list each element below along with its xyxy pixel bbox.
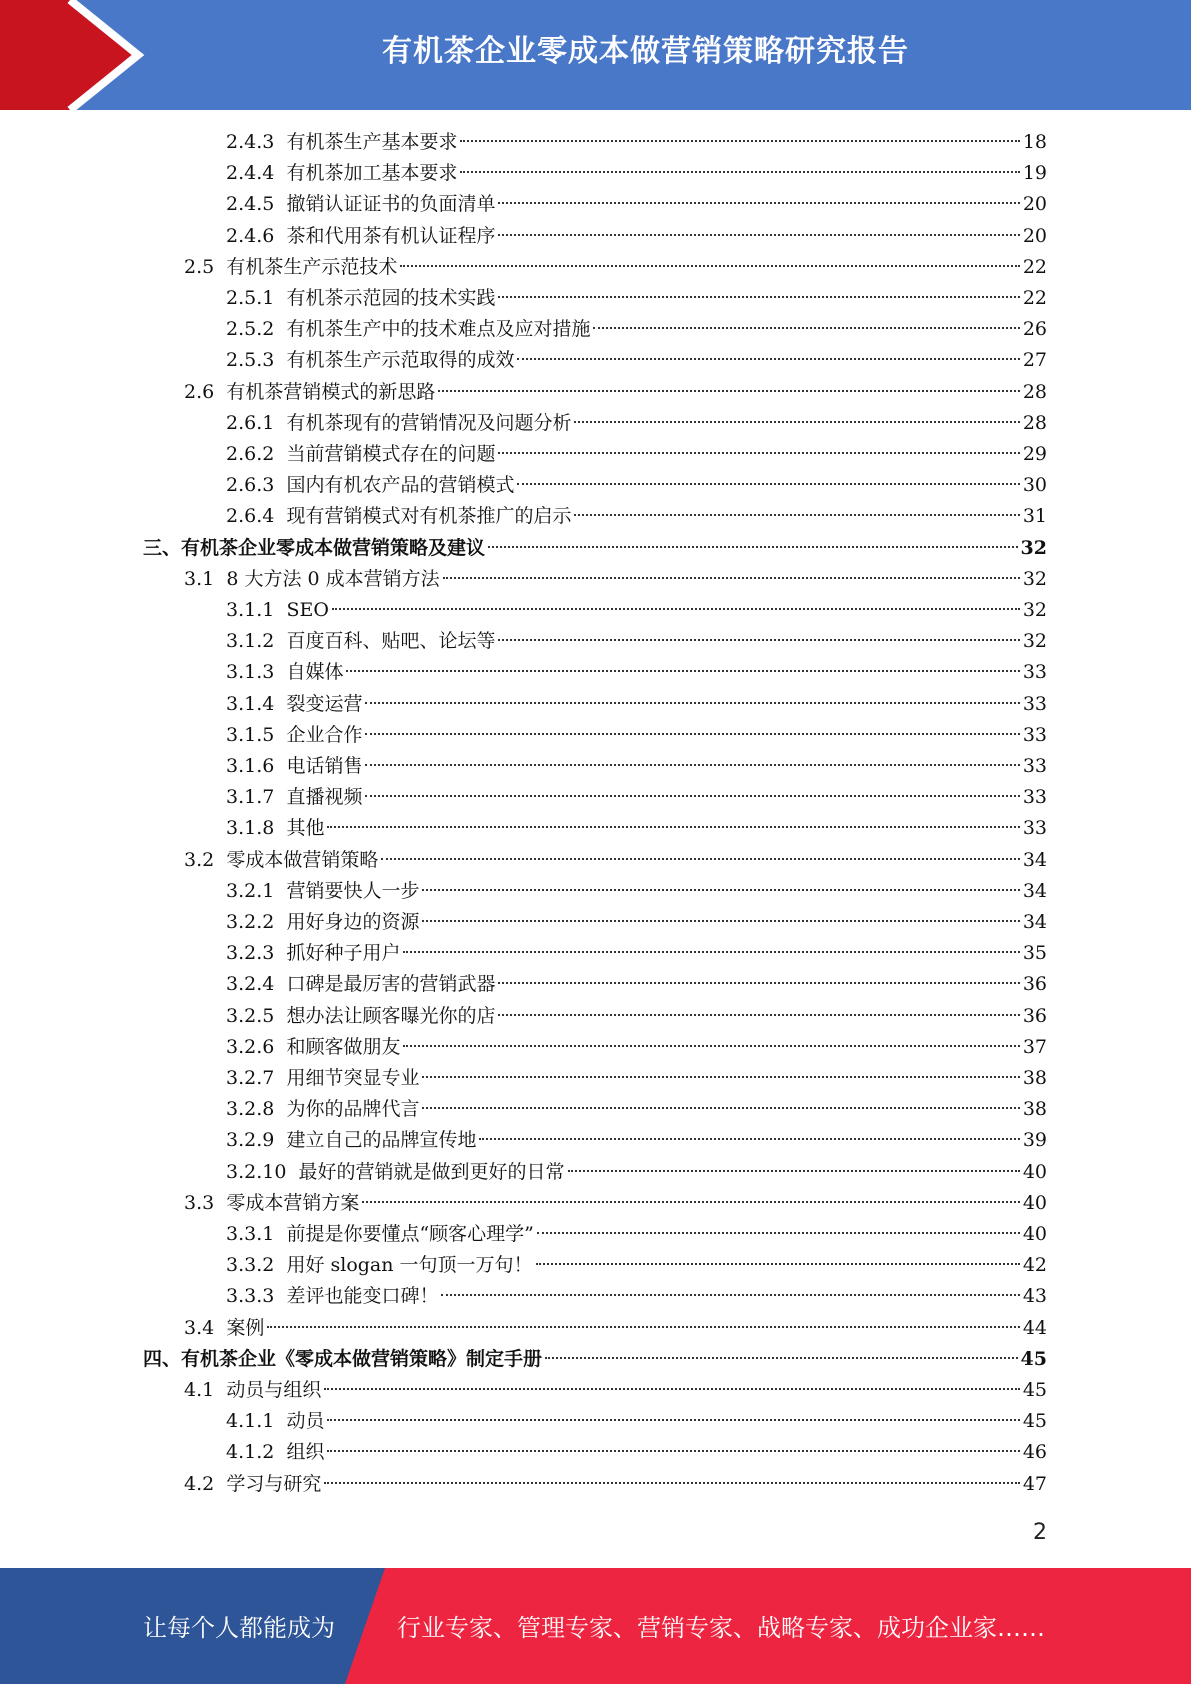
toc-entry-label: 其他 [286,817,325,840]
toc-entry-label: 差评也能变口碑！ [286,1285,439,1308]
toc-entry-page: 45 [1022,1379,1047,1401]
toc-entry-label: 口碑是最厉害的营销武器 [286,973,496,996]
toc-entry-label: 组织 [286,1441,325,1464]
toc-entry-page: 36 [1022,973,1047,996]
toc-entry-page: 22 [1022,287,1047,309]
header-arrow-icon [0,0,200,110]
toc-entry[interactable] [226,689,1047,720]
toc-entry-label: 百度百科、贴吧、论坛等 [286,630,496,653]
toc-entry[interactable] [226,439,1047,470]
toc-leader-dots [498,982,1019,984]
toc-entry[interactable] [226,1219,1047,1250]
toc-leader-dots [400,265,1019,267]
toc-leader-dots [346,670,1019,672]
toc-entry[interactable] [226,1281,1047,1312]
toc-entry-number: 3.2 [184,848,215,871]
toc-leader-dots [422,920,1019,922]
toc-entry-number: 3.4 [184,1316,215,1339]
toc-entry-page: 31 [1022,505,1047,528]
toc-entry-label: 企业合作 [286,723,363,746]
toc-entry-number: 2.4.3 [226,131,275,153]
toc-leader-dots [498,202,1019,204]
toc-entry-page: 19 [1022,162,1047,185]
toc-entry-page: 37 [1022,1035,1047,1058]
toc-leader-dots [545,1357,1018,1359]
toc-entry-label: 建立自己的品牌宣传地 [286,1129,477,1152]
toc-entry[interactable] [226,626,1047,657]
toc-entry-label: 有机茶生产示范技术 [226,255,398,278]
toc-entry-label: 最好的营销就是做到更好的日常 [298,1160,565,1183]
toc-entry[interactable] [226,1001,1047,1032]
toc-entry-label: 撤销认证证书的负面清单 [286,193,496,216]
toc-entry-number: 3.2.6 [226,1035,275,1058]
toc-entry-label: 和顾客做朋友 [286,1035,401,1058]
toc-entry-page: 18 [1022,131,1047,153]
toc-entry[interactable] [184,1313,1047,1344]
toc-entry-number: 3.3.3 [226,1285,275,1308]
toc-leader-dots [365,795,1019,797]
toc-entry-page: 27 [1022,349,1047,372]
toc-entry[interactable] [143,1344,1047,1375]
toc-entry[interactable] [184,1469,1047,1500]
toc-entry[interactable] [226,158,1047,189]
toc-entry-number: 3.2.10 [226,1160,287,1183]
toc-entry[interactable] [226,782,1047,813]
toc-leader-dots [517,483,1019,485]
toc-entry[interactable] [226,1250,1047,1281]
toc-entry-page: 44 [1022,1316,1047,1339]
toc-entry[interactable] [226,751,1047,782]
toc-entry[interactable] [184,1375,1047,1406]
toc-leader-dots [441,1294,1019,1296]
toc-leader-dots [460,171,1019,173]
toc-entry-label: 有机茶生产基本要求 [286,131,458,153]
toc-entry-label: 有机茶加工基本要求 [286,162,458,185]
toc-entry[interactable] [226,189,1047,220]
toc-leader-dots [488,546,1018,548]
toc-entry-number: 2.6.1 [226,411,275,434]
toc-entry[interactable] [226,595,1047,626]
toc-leader-dots [267,1326,1019,1328]
toc-entry-page: 26 [1022,318,1047,341]
toc-entry-number: 2.4.4 [226,162,275,185]
toc-entry[interactable] [184,1188,1047,1219]
toc-entry-label: 三、有机茶企业零成本做营销策略及建议 [143,536,486,559]
toc-entry[interactable] [226,1125,1047,1156]
toc-entry-number: 4.2 [184,1472,215,1495]
toc-entry-label: 用好身边的资源 [286,911,420,933]
toc-entry-page: 33 [1022,723,1047,746]
toc-entry-page: 34 [1022,848,1047,871]
toc-entry-number: 3.1.5 [226,723,275,746]
toc-entry-page: 45 [1020,1347,1047,1370]
toc-entry-page: 36 [1022,1004,1047,1027]
toc-entry[interactable] [226,221,1047,252]
toc-entry-page: 40 [1022,1223,1047,1245]
toc-leader-dots [324,1388,1019,1390]
toc-entry-page: 42 [1022,1254,1047,1277]
toc-leader-dots [574,514,1019,516]
toc-entry-page: 20 [1022,224,1047,247]
toc-leader-dots [381,858,1019,860]
toc-leader-dots [422,1076,1019,1078]
toc-entry[interactable] [184,252,1047,283]
toc-entry-label: 有机茶示范园的技术实践 [286,287,496,309]
toc-entry-label: 抓好种子用户 [286,942,401,965]
toc-entry-number: 3.3.1 [226,1223,275,1245]
toc-entry-number: 3.1.1 [226,599,275,621]
toc-entry-page: 38 [1022,1098,1047,1121]
page-footer [0,1568,1191,1684]
toc-entry-number: 2.5.3 [226,349,275,372]
toc-entry[interactable] [226,408,1047,439]
toc-entry-number: 4.1 [184,1379,215,1401]
toc-entry-number: 3.1.8 [226,817,275,840]
toc-leader-dots [460,140,1019,142]
toc-entry[interactable] [226,283,1047,314]
toc-entry-label: 动员 [286,1410,325,1433]
toc-leader-dots [517,358,1019,360]
toc-leader-dots [537,1232,1020,1234]
toc-entry-number: 3.3.2 [226,1254,275,1277]
toc-entry-label: 有机茶现有的营销情况及问题分析 [286,411,572,434]
toc-entry-page: 33 [1022,692,1047,715]
toc-entry[interactable] [226,907,1047,938]
toc-leader-dots [403,1045,1019,1047]
toc-leader-dots [365,764,1019,766]
toc-entry-number: 2.6.2 [226,443,275,465]
toc-entry-label: 营销要快人一步 [286,879,420,902]
toc-entry[interactable] [226,876,1047,907]
toc-entry-page: 34 [1022,879,1047,902]
toc-leader-dots [327,1419,1019,1421]
toc-entry[interactable] [226,813,1047,844]
toc-leader-dots [498,452,1019,454]
toc-entry-number: 3.1.2 [226,630,275,653]
toc-entry-label: 自媒体 [286,661,344,684]
toc-entry-label: 用细节突显专业 [286,1067,420,1089]
toc-entry-label: 直播视频 [286,786,363,809]
toc-entry[interactable] [226,938,1047,969]
toc-leader-dots [327,826,1019,828]
toc-entry-number: 3.2.8 [226,1098,275,1121]
toc-entry-number: 3.2.5 [226,1004,275,1027]
toc-entry-page: 20 [1022,193,1047,216]
toc-entry-page: 34 [1022,911,1047,933]
toc-entry[interactable] [226,470,1047,501]
toc-entry-label: 当前营销模式存在的问题 [286,443,496,465]
toc-entry-page: 46 [1022,1441,1047,1464]
toc-entry-page: 32 [1020,536,1047,559]
toc-leader-dots [327,1450,1019,1452]
toc-leader-dots [498,639,1019,641]
toc-entry-label: 用好 slogan 一句顶一万句！ [286,1254,533,1277]
toc-entry-label: 学习与研究 [226,1472,322,1495]
toc-leader-dots [438,390,1019,392]
toc-entry-page: 33 [1022,661,1047,684]
toc-entry-label: 想办法让顾客曝光你的店 [286,1004,496,1027]
toc-entry-number: 3.1.3 [226,661,275,684]
toc-entry[interactable] [226,1063,1047,1094]
toc-entry[interactable] [226,127,1047,158]
toc-entry-number: 3.1 [184,567,215,590]
toc-leader-dots [422,1107,1019,1109]
toc-entry-page: 28 [1022,380,1047,403]
toc-leader-dots [443,577,1020,579]
toc-entry-page: 39 [1022,1129,1047,1152]
toc-entry-page: 29 [1022,443,1047,465]
toc-entry-number: 2.5 [184,255,215,278]
toc-leader-dots [422,889,1019,891]
toc-entry-number: 2.5.1 [226,287,275,309]
toc-leader-dots [362,1201,1019,1203]
toc-entry[interactable] [226,720,1047,751]
toc-leader-dots [479,1138,1019,1140]
toc-entry-page: 28 [1022,411,1047,434]
toc-entry-page: 33 [1022,786,1047,809]
toc-entry-label: 8 大方法 0 成本营销方法 [226,567,440,590]
toc-leader-dots [498,296,1019,298]
toc-entry-label: SEO [286,599,329,621]
toc-entry-page: 45 [1022,1410,1047,1433]
toc-leader-dots [324,1482,1019,1484]
toc-entry[interactable] [143,533,1047,564]
toc-entry-number: 3.1.4 [226,692,275,715]
toc-leader-dots [498,1014,1019,1016]
toc-entry-number: 3.2.2 [226,911,275,933]
toc-entry[interactable] [226,657,1047,688]
toc-entry-label: 有机茶生产示范取得的成效 [286,349,515,372]
toc-entry-number: 3.2.4 [226,973,275,996]
toc-entry-label: 电话销售 [286,755,363,777]
page-number: 2 [1033,1520,1047,1545]
toc-entry-number: 2.5.2 [226,318,275,341]
toc-leader-dots [365,733,1019,735]
toc-leader-dots [498,234,1019,236]
toc-entry[interactable] [184,377,1047,408]
toc-entry-page: 32 [1022,630,1047,653]
toc-leader-dots [536,1263,1020,1265]
toc-entry[interactable] [226,1032,1047,1063]
toc-entry-label: 前提是你要懂点“顾客心理学” [286,1223,534,1245]
toc-entry-number: 2.6.3 [226,474,275,497]
toc-entry[interactable] [226,501,1047,532]
toc-entry-page: 22 [1022,255,1047,278]
footer-slogan-left: 让每个人都能成为 [143,1614,335,1642]
toc-entry-page: 35 [1022,942,1047,965]
toc-entry-number: 3.2.9 [226,1129,275,1152]
toc-entry[interactable] [184,564,1047,595]
footer-slogan-right: 行业专家、管理专家、营销专家、战略专家、成功企业家…… [397,1614,1045,1642]
toc-entry-label: 国内有机农产品的营销模式 [286,474,515,497]
toc-entry-label: 为你的品牌代言 [286,1098,420,1121]
toc-entry[interactable] [184,845,1047,876]
toc-entry-page: 43 [1022,1285,1047,1308]
toc-entry-number: 3.2.7 [226,1067,275,1089]
toc-entry[interactable] [226,1406,1047,1437]
report-title: 有机茶企业零成本做营销策略研究报告 [382,34,909,69]
toc-entry-label: 零成本做营销策略 [226,848,379,871]
toc-entry[interactable] [226,345,1047,376]
toc-entry-number: 3.2.3 [226,942,275,965]
toc-entry-number: 4.1.1 [226,1410,275,1433]
toc-entry-number: 2.6 [184,380,215,403]
toc-leader-dots [332,608,1020,610]
toc-entry-page: 30 [1022,474,1047,497]
toc-entry-number: 4.1.2 [226,1441,275,1464]
toc-entry-number: 3.1.6 [226,755,275,777]
toc-leader-dots [365,702,1019,704]
toc-entry-number: 3.1.7 [226,786,275,809]
toc-entry-number: 2.6.4 [226,505,275,528]
toc-entry-label: 有机茶营销模式的新思路 [226,380,436,403]
toc-entry-label: 案例 [226,1316,265,1339]
toc-entry-label: 四、有机茶企业《零成本做营销策略》制定手册 [143,1347,543,1370]
toc-entry[interactable] [226,969,1047,1000]
toc-entry[interactable] [226,1437,1047,1468]
toc-entry-page: 40 [1022,1160,1047,1183]
toc-entry-label: 茶和代用茶有机认证程序 [286,224,496,247]
toc-entry-label: 现有营销模式对有机茶推广的启示 [286,505,572,528]
toc-entry-label: 裂变运营 [286,692,363,715]
toc-entry-page: 32 [1022,599,1047,621]
toc-leader-dots [574,421,1019,423]
toc-entry-page: 33 [1022,755,1047,777]
toc-leader-dots [568,1170,1020,1172]
toc-entry-number: 3.2.1 [226,879,275,902]
toc-entry-page: 38 [1022,1067,1047,1089]
page-header [0,0,1191,110]
toc-entry[interactable] [226,1094,1047,1125]
toc-entry-page: 40 [1022,1191,1047,1214]
toc-entry-number: 2.4.6 [226,224,275,247]
toc-entry-number: 3.3 [184,1191,215,1214]
toc-leader-dots [593,327,1019,329]
toc-entry-number: 2.4.5 [226,193,275,216]
toc-entry-label: 动员与组织 [226,1379,322,1401]
toc-entry-page: 47 [1022,1472,1047,1495]
toc-entry[interactable] [226,1157,1047,1188]
toc-entry[interactable] [226,314,1047,345]
toc-entry-page: 32 [1022,567,1047,590]
toc-entry-page: 33 [1022,817,1047,840]
toc-entry-label: 有机茶生产中的技术难点及应对措施 [286,318,591,341]
toc-entry-label: 零成本营销方案 [226,1191,360,1214]
toc-leader-dots [403,951,1019,953]
